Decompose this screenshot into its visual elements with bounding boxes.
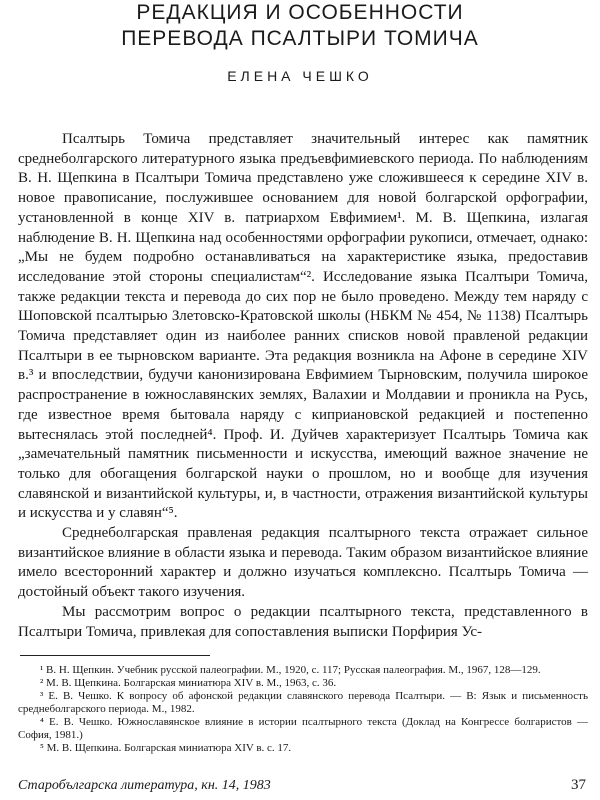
footnotes (18, 664, 588, 755)
footnote-4: ⁴ Е. В. Чешко. Южнославянское влияние в истории псалтырного текста (Доклад на Конгрессе болгаристов — София, 1981.) (18, 716, 588, 741)
article-title-line-2: ПЕРЕВОДА ПСАЛТЫРИ ТОМИЧА (121, 27, 479, 50)
body-paragraph-3: Мы рассмотрим вопрос о редакции псалтырного текста, представленного в Псалтыри Томича, привлекая для сопоставления выписки Порфирия Ус- (18, 603, 588, 640)
article-author: ЕЛЕНА ЧЕШКО (227, 68, 373, 84)
footnote-3: ³ Е. В. Чешко. К вопросу об афонской редакции славянского перевода Псалтыри. — В: Язык и письменность среднеболгарского периода. М., 1982. (18, 690, 588, 715)
article-title-line-1: РЕДАКЦИЯ И ОСОБЕННОСТИ (136, 1, 464, 24)
footnote-1: ¹ В. Н. Щепкин. Учебник русской палеографии. М., 1920, с. 117; Русская палеография. М., 1967, 128—129. (40, 664, 541, 676)
body-paragraph-1: Псалтырь Томича представляет значительный интерес как памятник среднеболгарского литературного языка предъевфимиевского периода. По наблюдениям В. Н. Щепкина в Псалтыри Томича представлено уже сложившееся к середине XIV в. новое правописание, послужившее основанием для новой болгарской орфографии, установленной в конце XIV в. патриархом Евфимием¹. М. В. Щепкина, излагая наблюдение В. Н. Щепкина над особенностями орфографии рукописи, отмечает, однако: „Мы не будем подробно останавливаться на характеристике языка, предоставив исследование этой стороны специалистам“². Исследование языка Псалтыри Томича, также редакции текста и перевода до сих пор не было проведено. Между тем наряду с Шоповской псалтырью Злетовско-Кратовской школы (НБКМ № 454, № 1138) Псалтырь Томича представляет один из наиболее ранних списков новой правленой редакции Псалтыри в ее тырновском варианте. Эта редакция возникла на Афоне в середине XIV в.³ и впоследствии, будучи канонизирована Евфимием Тырновским, получила широкое распространение в южнославянских землях, Валахии и Молдавии и проникла на Русь, где известное время бытовала наряду с киприановской редакцией и постепенно вытеснялась этой последней⁴. Проф. И. Дуйчев характеризует Псалтырь Томича как „замечательный памятник письменности и искусства, имеющий важное значение не только для обогащения болгарской науки о прошлом, но и вообще для изучения славянской и византийской культуры, и, в частности, отражения византийской культуры и искусства и у славян“⁵. (18, 131, 588, 522)
running-footer-journal: Старобългарска литература, кн. 14, 1983 (18, 778, 271, 793)
body-paragraph-2: Среднеболгарская правленая редакция псалтырного текста отражает сильное византийское влияние в области языка и перевода. Таким образом византийское влияние имело всесторонний характер и должно изучаться комплексно. Псалтырь Томича — достойный объект такого изучения. (18, 525, 588, 601)
page-number: 37 (571, 777, 586, 793)
footnote-2: ² М. В. Щепкина. Болгарская миниатюра XIV в. М., 1963, с. 36. (40, 677, 337, 689)
footnote-divider (20, 655, 210, 656)
footnote-5: ⁵ М. В. Щепкина. Болгарская миниатюра XIV в. с. 17. (40, 742, 292, 754)
article-body (18, 130, 588, 642)
